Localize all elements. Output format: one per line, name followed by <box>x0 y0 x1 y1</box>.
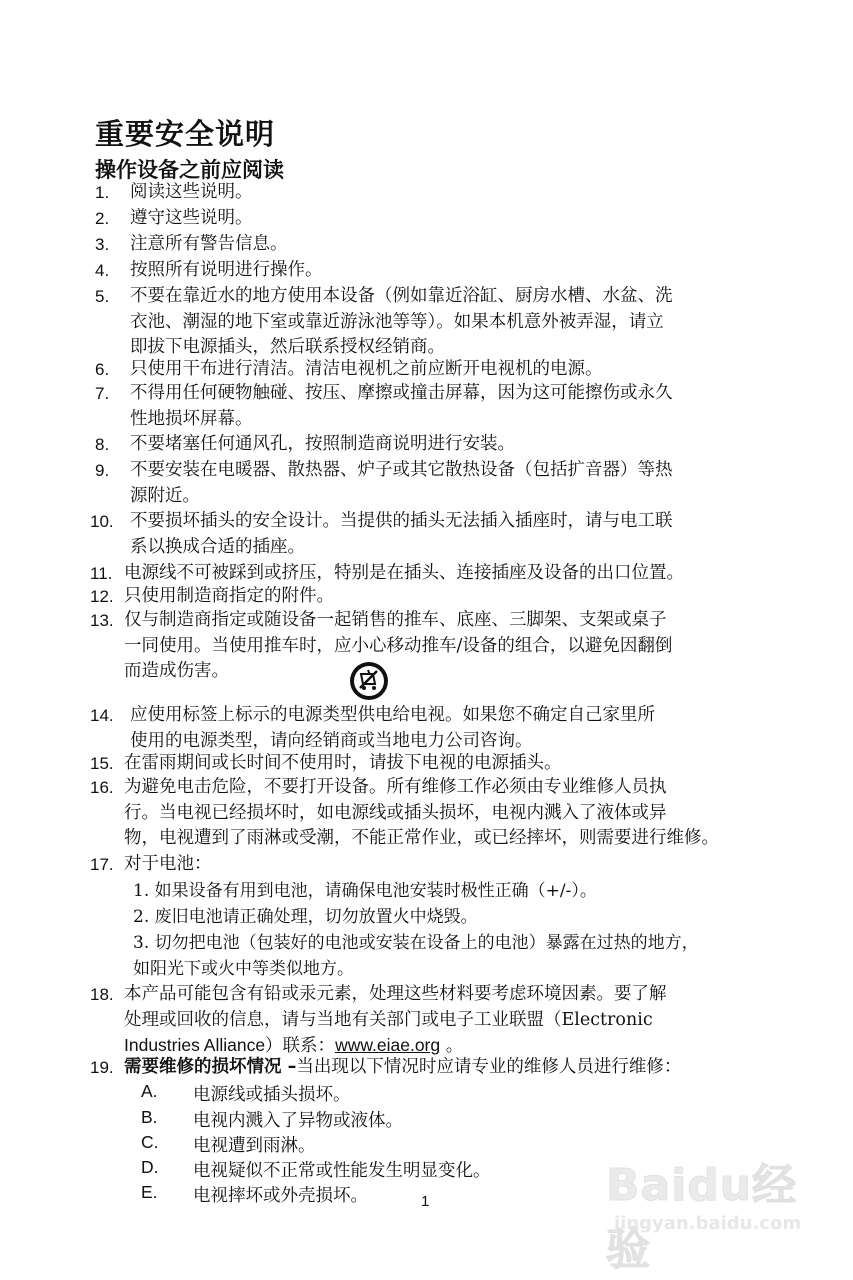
item-text: 遵守这些说明。 <box>130 208 253 228</box>
page-title: 重要安全说明 <box>95 117 276 151</box>
item-number: 3. <box>95 235 110 254</box>
item-number: 14. <box>90 706 114 725</box>
condition-letter: A. <box>141 1081 158 1101</box>
item-text: 不得用任何硬物触碰、按压、摩擦或撞击屏幕，因为这可能擦伤或永久 性地损坏屏幕。 <box>130 383 673 429</box>
item-number: 5. <box>95 287 110 306</box>
item-text: 电源线不可被踩到或挤压，特别是在插头、连接插座及设备的出口位置。 <box>124 563 684 583</box>
item-text: 不要在靠近水的地方使用本设备（例如靠近浴缸、厨房水槽、水盆、洗 衣池、潮湿的地下室或靠近游泳池等等）。如果本机意外被弄湿，请立 即拔下电源插头，然后联系授权经销商。 <box>130 286 673 357</box>
item-number: 19. <box>90 1058 114 1077</box>
item-number: 1. <box>95 183 110 202</box>
item-number: 9. <box>95 461 110 480</box>
item18-line1: 本产品可能包含有铅或汞元素，处理这些材料要考虑环境因素。要了解 <box>124 984 667 1004</box>
item-number: 13. <box>90 611 114 630</box>
item19-text: 当出现以下情况时应请专业的维修人员进行维修： <box>296 1057 682 1077</box>
item18-line3: Industries Alliance）联系： <box>124 1035 336 1055</box>
item-text: 不要安装在电暖器、散热器、炉子或其它散热设备（包括扩音器）等热 源附近。 <box>130 460 673 506</box>
baidu-watermark <box>600 1143 830 1275</box>
eiae-link[interactable]: www.eiae.org <box>335 1035 441 1055</box>
item-number: 2. <box>95 209 110 228</box>
condition-text: 电视遭到雨淋。 <box>193 1136 316 1156</box>
item-number: 12. <box>90 587 114 606</box>
item-number: 17. <box>90 855 114 874</box>
item-text: 对于电池： <box>124 854 212 874</box>
item-text: 阅读这些说明。 <box>130 182 253 202</box>
item-number: 7. <box>95 384 110 403</box>
item-text: 应使用标签上标示的电源类型供电给电视。如果您不确定自己家里所 使用的电源类型，请向经销商或当地电力公司咨询。 <box>130 705 655 751</box>
item-text: 为避免电击危险，不要打开设备。所有维修工作必须由专业维修人员执 行。当电视已经损坏时，如电源线或插头损坏，电视内溅入了液体或异 物，电视遭到了雨淋或受潮，不能正常作业，或已经摔坏，则需要进行维修。 <box>124 777 719 848</box>
item-number: 8. <box>95 435 110 454</box>
condition-text: 电源线或插头损坏。 <box>193 1085 351 1105</box>
item-text: 只使用制造商指定的附件。 <box>124 586 334 606</box>
item18-line2: 处理或回收的信息，请与当地有关部门或电子工业联盟（Electronic <box>124 1009 653 1030</box>
condition-text: 电视疑似不正常或性能发生明显变化。 <box>193 1161 491 1181</box>
page-subtitle: 操作设备之前应阅读 <box>95 158 284 182</box>
item-number: 18. <box>90 985 114 1004</box>
item-text: 仅与制造商指定或随设备一起销售的推车、底座、三脚架、支架或桌子 一同使用。当使用推车时，应小心移动推车/设备的组合，以避免因翻倒 而造成伤害。 <box>124 610 673 681</box>
cart-tip-over-warning-icon <box>348 660 390 702</box>
item-number: 10. <box>90 512 114 531</box>
condition-text: 电视摔坏或外壳损坏。 <box>193 1186 368 1206</box>
item-number: 6. <box>95 360 110 379</box>
condition-letter: D. <box>141 1157 159 1177</box>
battery-item-text: 1. 如果设备有用到电池，请确保电池安装时极性正确（+/-）。 <box>133 881 597 901</box>
condition-letter: E. <box>141 1182 158 1202</box>
battery-item-text: 2. 废旧电池请正确处理，切勿放置火中烧毁。 <box>133 907 478 927</box>
page-number: 1 <box>421 1193 430 1210</box>
condition-text: 电视内溅入了异物或液体。 <box>193 1111 403 1131</box>
item19-heading: 需要维修的损坏情况 – <box>124 1057 297 1077</box>
item-text: 只使用干布进行清洁。清洁电视机之前应断开电视机的电源。 <box>130 359 603 379</box>
item-text: 不要堵塞任何通风孔，按照制造商说明进行安装。 <box>130 434 515 454</box>
condition-letter: B. <box>141 1107 158 1127</box>
item-number: 15. <box>90 754 114 773</box>
item-number: 16. <box>90 778 114 797</box>
item-number: 4. <box>95 261 110 280</box>
item-text: 注意所有警告信息。 <box>130 234 288 254</box>
item-text: 不要损坏插头的安全设计。当提供的插头无法插入插座时，请与电工联 系以换成合适的插座。 <box>130 511 673 557</box>
item-text: 在雷雨期间或长时间不使用时，请拔下电视的电源插头。 <box>124 753 562 773</box>
watermark-brand: Baidu经验 <box>606 1160 798 1275</box>
watermark-url: jingyan.baidu.com <box>614 1213 802 1234</box>
item-number: 11. <box>90 564 113 583</box>
battery-item-text: 3. 切勿把电池（包装好的电池或安装在设备上的电池）暴露在过热的地方， 如阳光下或火中等类似地方。 <box>133 933 699 979</box>
item18-line3-end: 。 <box>440 1036 464 1056</box>
condition-letter: C. <box>141 1132 159 1152</box>
item-text: 按照所有说明进行操作。 <box>130 260 323 280</box>
